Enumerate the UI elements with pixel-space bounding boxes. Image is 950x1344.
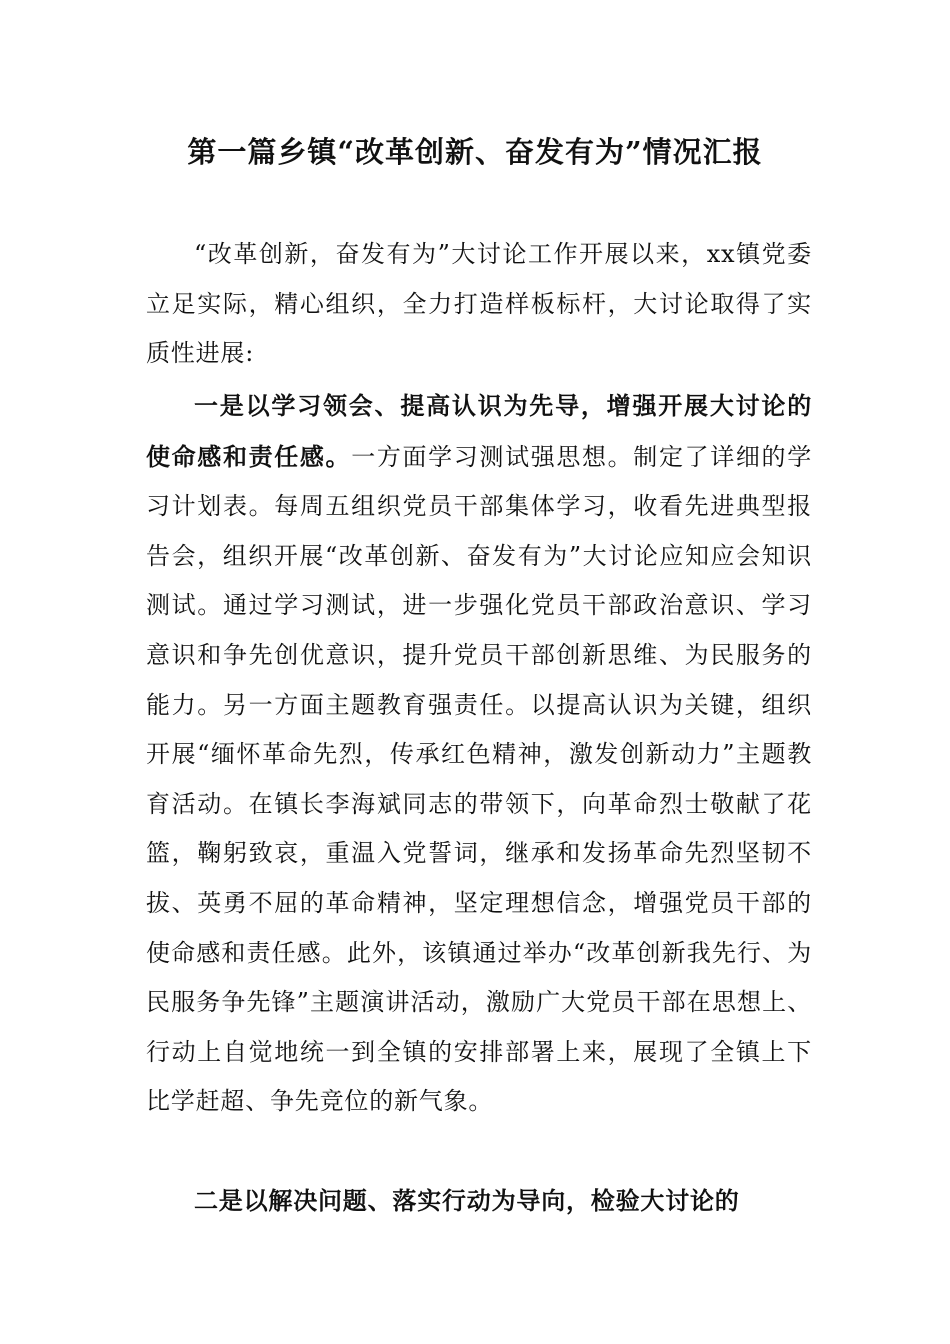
section-one-paragraph: [146, 381, 812, 1127]
section-two-paragraph: [146, 1176, 812, 1227]
section-two-heading: 二是以解决问题、落实行动为导向，检验大讨论的: [194, 1186, 740, 1215]
intro-paragraph-text: “改革创新，奋发有为”大讨论工作开展以来，xx镇党委立足实际，精心组织，全力打造样板标杆，大讨论取得了实质性进展:: [146, 240, 812, 368]
document-title: 第一篇乡镇“改革创新、奋发有为”情况汇报: [187, 135, 763, 169]
intro-paragraph: [146, 230, 812, 379]
section-one-heading: 一是以学习领会、提高认识为先导，增强开展大讨论的使命感和责任感。: [146, 391, 812, 471]
section-one-text: 一方面学习测试强思想。制定了详细的学习计划表。每周五组织党员干部集体学习，收看先进典型报告会，组织开展“改革创新、奋发有为”大讨论应知应会知识测试。通过学习测试，进一步强化党员干部政治意识、学习意识和争先创优意识，提升党员干部创新思维、为民服务的能力。另一方面主题教育强责任。以提高认识为关键，组织开展“缅怀革命先烈，传承红色精神，激发创新动力”主题教育活动。在镇长李海斌同志的带领下，向革命烈士敬献了花篮，鞠躬致哀，重温入党誓词，继承和发扬革命先烈坚韧不拔、英勇不屈的革命精神，坚定理想信念，增强党员干部的使命感和责任感。此外，该镇通过举办“改革创新我先行、为民服务争先锋”主题演讲活动，激励广大党员干部在思想上、行动上自觉地统一到全镇的安排部署上来，展现了全镇上下比学赶超、争先竞位的新气象。: [146, 442, 812, 1116]
